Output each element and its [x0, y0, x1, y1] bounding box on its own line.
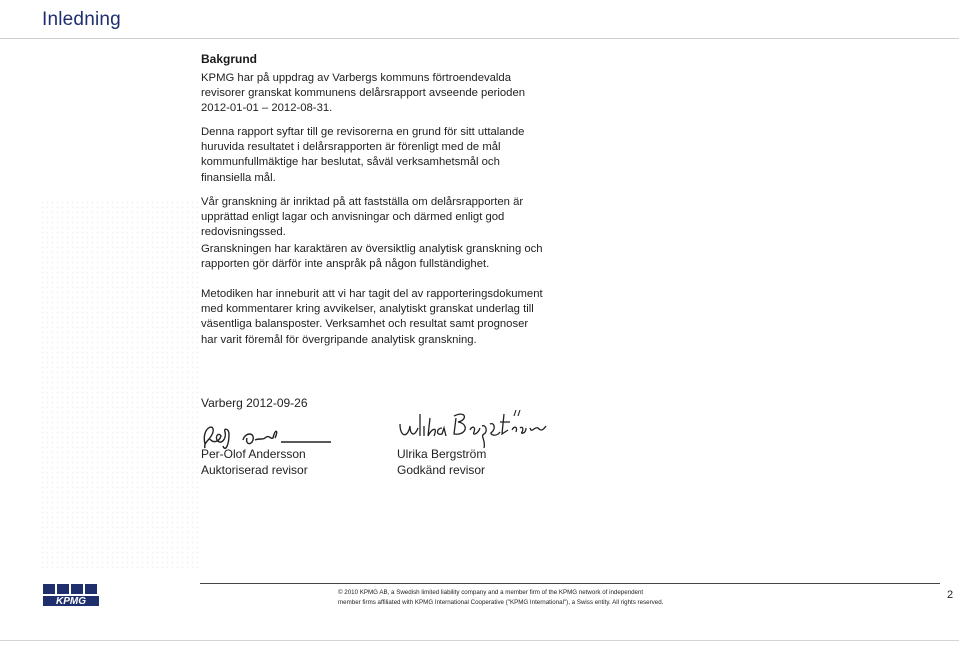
signatory-left-name: Per-Olof Andersson: [201, 447, 306, 461]
paragraph-assignment: KPMG har på uppdrag av Varbergs kommuns förtroendevalda revisorer granskat kommunens delårsrapport avseende perioden 2012-01-01 – 2012-08-31.: [201, 72, 526, 115]
footer-divider: [200, 583, 940, 584]
signatory-left: [201, 447, 308, 478]
bottom-divider: [0, 640, 959, 641]
footer-copyright-line1: © 2010 KPMG AB, a Swedish limited liability company and a member firm of the KPMG network of independent: [338, 589, 644, 596]
signatory-right-name: Ulrika Bergström: [397, 447, 487, 461]
footer-copyright: [338, 588, 838, 608]
signatory-right: [397, 447, 486, 478]
page-title: Inledning: [42, 9, 121, 30]
signatory-left-role: Auktoriserad revisor: [201, 462, 308, 477]
paragraph-method: Metodiken har inneburit att vi har tagit del av rapporteringsdokument med kommentarer kring avvikelser, analytiskt granskat underlag till väsentliga balansposter. Verksamhet och resultat samt prognoser har varit föremål för övergripande analytisk granskning.: [201, 288, 543, 346]
header-divider: [0, 38, 959, 39]
section-heading: Bakgrund: [201, 52, 258, 66]
kpmg-logo: [42, 583, 100, 607]
paragraph-character: Granskningen har karaktären av översiktlig analytisk granskning och rapporten gör därför inte anspråk på någon fullständighet.: [201, 243, 543, 271]
page-number: 2: [947, 589, 954, 601]
scan-speckle-background: [40, 200, 200, 570]
signatory-right-role: Godkänd revisor: [397, 462, 486, 477]
paragraph-scope: Vår granskning är inriktad på att fastställa om delårsrapporten är upprättad enligt lagar och anvisningar och därmed enligt god redovisningssed.: [201, 196, 524, 239]
footer-copyright-line2: member firms affiliated with KPMG International Cooperative ("KPMG International"), a Swiss entity. All rights reserved.: [338, 599, 664, 606]
paragraph-purpose: Denna rapport syftar till ge revisorerna en grund för sitt uttalande huruvida resultatet i delårsrapporten är förenligt med de mål kommunfullmäktige har beslutat, såväl verksamhetsmål och finansiella mål.: [201, 126, 525, 184]
place-and-date: Varberg 2012-09-26: [201, 396, 308, 410]
kpmg-logo-text: KPMG: [56, 596, 86, 607]
